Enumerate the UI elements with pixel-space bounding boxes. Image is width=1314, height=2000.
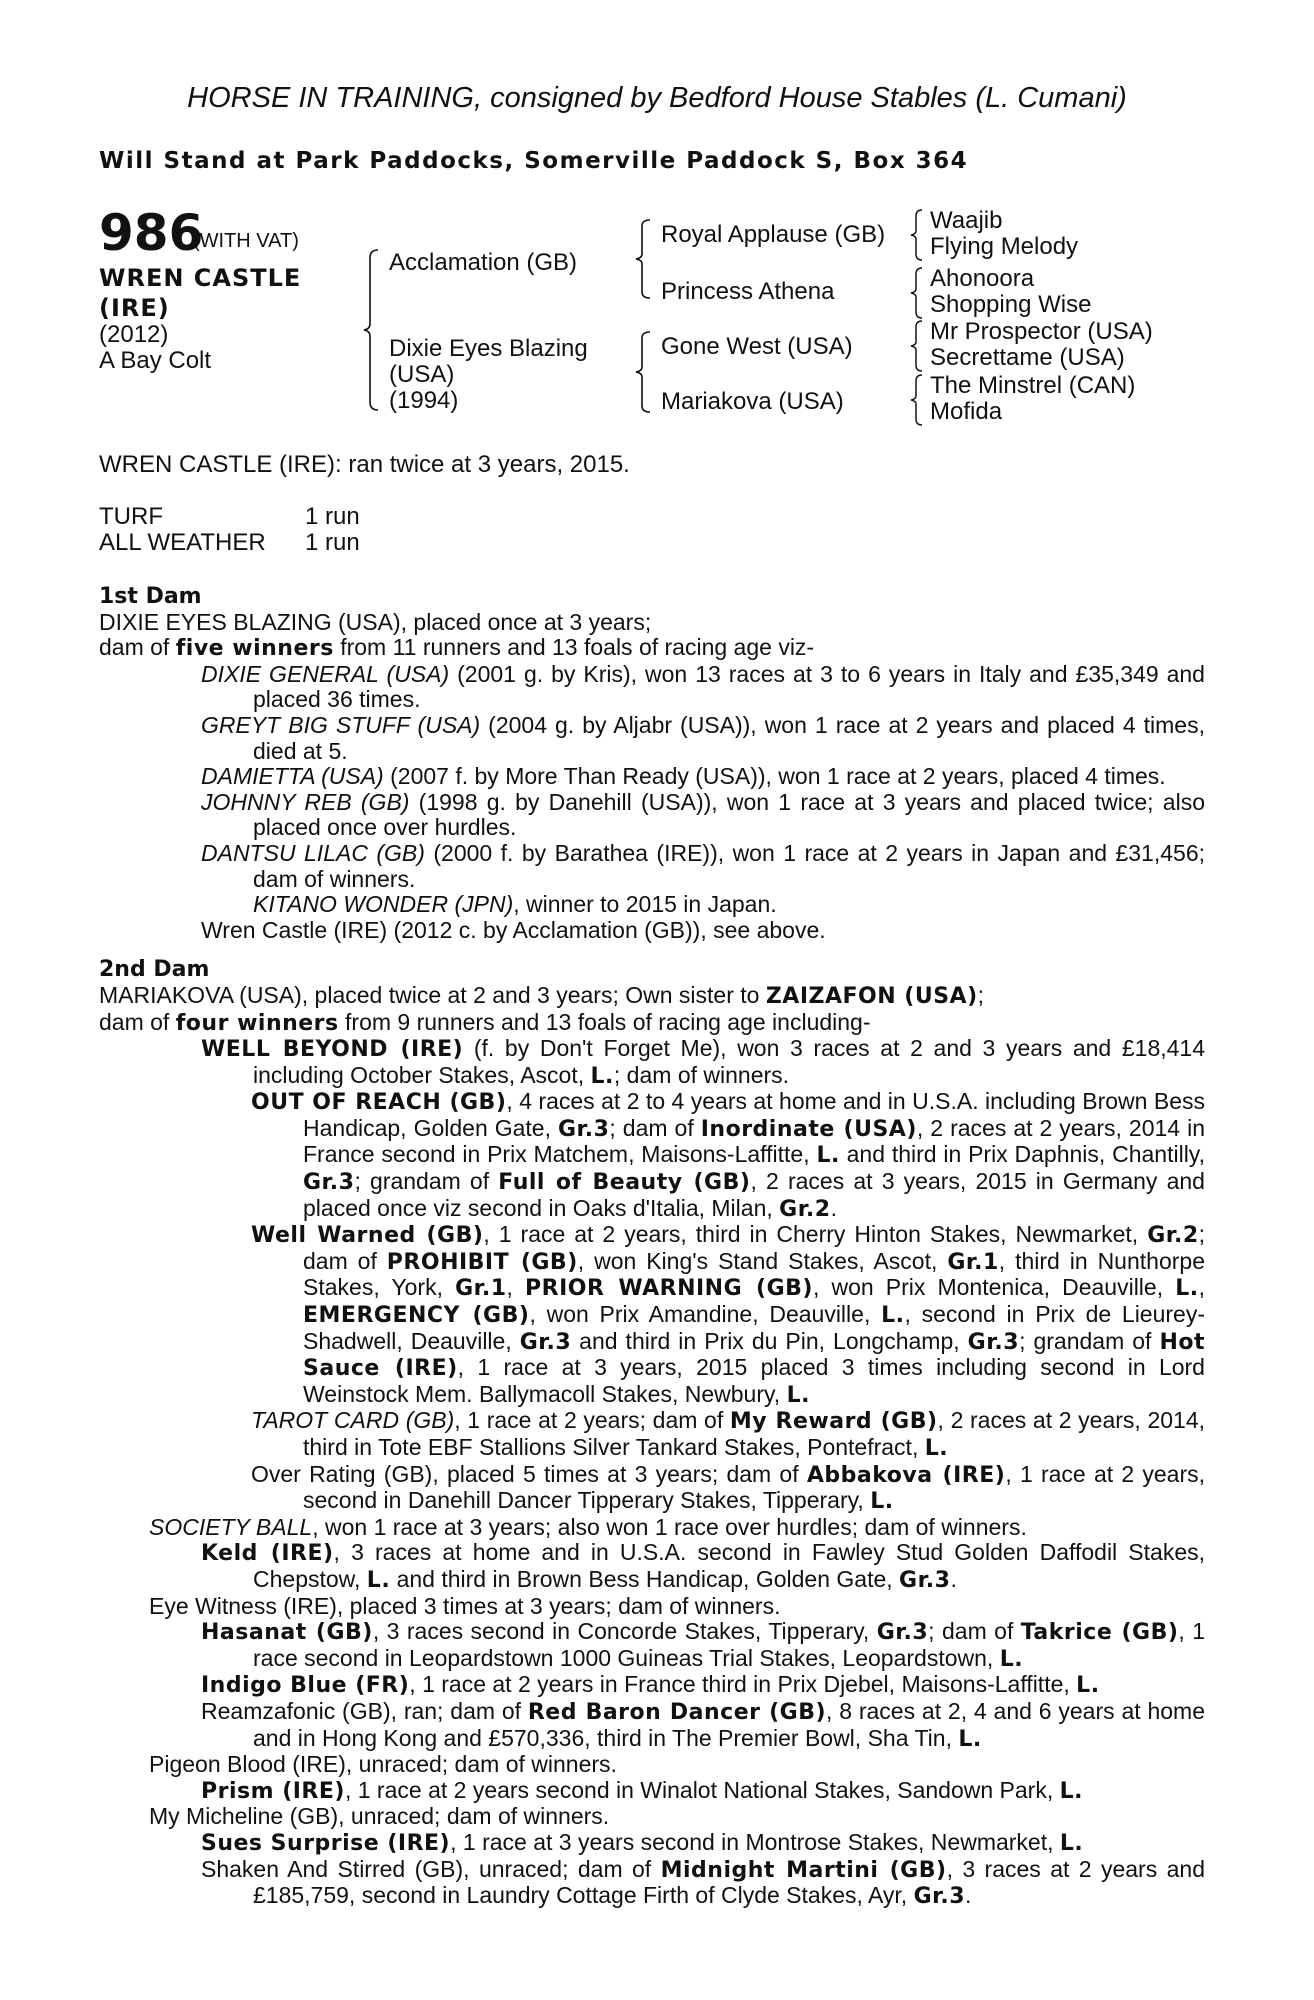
produce-entry: Prism (IRE), 1 race at 2 years second in Winalot National Stakes, Sandown Park, L.	[201, 1776, 1084, 1804]
produce-entry: Eye Witness (IRE), placed 3 times at 3 years; dam of winners.	[149, 1592, 781, 1619]
stand-location: Will Stand at Park Paddocks, Somerville Paddock S, Box 364	[99, 148, 969, 174]
produce-entry: SOCIETY BALL, won 1 race at 3 years; also won 1 race over hurdles; dam of winners.	[149, 1513, 1027, 1540]
produce-entry: DANTSU LILAC (GB) (2000 f. by Barathea (IRE)), won 1 race at 2 years in Japan and £31,456; dam of winners.	[201, 839, 1205, 892]
pedigree-sds: Ahonoora	[930, 265, 1035, 292]
record-aw-label: ALL WEATHER	[99, 529, 266, 556]
pedigree-sire-dam: Princess Athena	[661, 278, 835, 305]
pedigree-dam-sire: Gone West (USA)	[661, 333, 853, 360]
race-summary: WREN CASTLE (IRE): ran twice at 3 years, 2015.	[99, 451, 630, 478]
vat-note: (WITH VAT)	[193, 230, 299, 252]
pedigree-bracket-4	[904, 204, 930, 436]
produce-entry: Wren Castle (IRE) (2012 c. by Acclamation (GB)), see above.	[201, 916, 826, 943]
pedigree-dam-dam: Mariakova (USA)	[661, 388, 844, 415]
produce-entry: WELL BEYOND (IRE) (f. by Don't Forget Me), won 3 races at 2 and 3 years and £18,414 including October Stakes, Ascot, L.; dam of winners.	[201, 1035, 1205, 1089]
pedigree-ddd: Mofida	[930, 398, 1003, 425]
pedigree-dds: The Minstrel (CAN)	[930, 372, 1136, 399]
first-dam-intro: DIXIE EYES BLAZING (USA), placed once at 3 years;	[99, 608, 652, 635]
pedigree-ssd: Flying Melody	[930, 233, 1079, 260]
foaling-year: (2012)	[99, 321, 169, 348]
pedigree-sire-sire: Royal Applause (GB)	[661, 221, 886, 248]
pedigree-bracket-1	[360, 244, 390, 414]
pedigree-dam: Dixie Eyes Blazing (USA) (1994)	[389, 335, 588, 414]
horse-name: WREN CASTLE (IRE)	[99, 264, 302, 322]
produce-entry: DAMIETTA (USA) (2007 f. by More Than Ready (USA)), won 1 race at 2 years, placed 4 times.	[201, 763, 1166, 790]
produce-entry: Shaken And Stirred (GB), unraced; dam of Midnight Martini (GB), 3 races at 2 years and £185,759, second in Laundry Cottage Firth of Clyde Stakes, Ayr, Gr.3.	[201, 1855, 1205, 1910]
second-dam-heading: 2nd Dam	[99, 957, 210, 983]
pedigree-dss: Mr Prospector (USA)	[930, 318, 1153, 345]
first-dam-heading: 1st Dam	[99, 584, 202, 609]
second-dam-intro: MARIAKOVA (USA), placed twice at 2 and 3 years; Own sister to ZAIZAFON (USA);	[99, 981, 985, 1009]
pedigree-sss: Waajib	[930, 207, 1003, 234]
lot-number: 986	[99, 204, 204, 262]
record-aw-value: 1 run	[305, 529, 360, 556]
page-title: HORSE IN TRAINING, consigned by Bedford House Stables (L. Cumani)	[187, 82, 1127, 114]
record-turf-value: 1 run	[305, 503, 360, 530]
produce-entry: KITANO WONDER (JPN), winner to 2015 in Japan.	[253, 891, 777, 918]
produce-entry: My Micheline (GB), unraced; dam of winners.	[149, 1803, 610, 1830]
produce-entry: JOHNNY REB (GB) (1998 g. by Danehill (USA)), won 1 race at 3 years and placed twice; also placed once over hurdles.	[201, 788, 1205, 841]
produce-entry: Well Warned (GB), 1 race at 2 years, third in Cherry Hinton Stakes, Newmarket, Gr.2; dam of PROHIBIT (GB), won King's Stand Stakes, Ascot, Gr.1, third in Nunthorpe Stakes, York, Gr.1, PRIOR WARNING (GB), won Prix Montenica, Deauville, L., EMERGENCY (GB), won Prix Amandine, Deauville, L., second in Prix de Lieurey-Shadwell, Deauville, Gr.3 and third in Prix du Pin, Longchamp, Gr.3; grandam of Hot Sauce (IRE), 1 race at 3 years, 2015 placed 3 times including second in Lord Weinstock Mem. Ballymacoll Stakes, Newbury, L.	[251, 1221, 1206, 1408]
pedigree-sire: Acclamation (GB)	[389, 249, 578, 276]
pedigree-bracket-2	[632, 214, 662, 304]
produce-entry: Hasanat (GB), 3 races second in Concorde Stakes, Tipperary, Gr.3; dam of Takrice (GB), 1 race second in Leopardstown 1000 Guineas Trial Stakes, Leopardstown, L.	[201, 1618, 1206, 1672]
first-dam-produce-summary: dam of five winners from 11 runners and 13 foals of racing age viz-	[99, 634, 815, 662]
produce-entry: Indigo Blue (FR), 1 race at 2 years in France third in Prix Djebel, Maisons-Laffitte, L.	[201, 1671, 1100, 1699]
pedigree-bracket-3	[632, 326, 662, 418]
produce-entry: GREYT BIG STUFF (USA) (2004 g. by Aljabr (USA)), won 1 race at 2 years and placed 4 times, died at 5.	[201, 711, 1205, 764]
horse-description: A Bay Colt	[99, 347, 212, 374]
dam-records	[99, 584, 1205, 1910]
produce-entry: Pigeon Blood (IRE), unraced; dam of winners.	[149, 1751, 617, 1778]
produce-entry: OUT OF REACH (GB), 4 races at 2 to 4 years at home and in U.S.A. including Brown Bess Handicap, Golden Gate, Gr.3; dam of Inordinate (USA), 2 races at 2 years, 2014 in France second in Prix Matchem, Maisons-Laffitte, L. and third in Prix Daphnis, Chantilly, Gr.3; grandam of Full of Beauty (GB), 2 races at 3 years, 2015 in Germany and placed once viz second in Oaks d'Italia, Milan, Gr.2.	[251, 1088, 1205, 1222]
record-turf-label: TURF	[99, 503, 163, 530]
produce-entry: Sues Surprise (IRE), 1 race at 3 years second in Montrose Stakes, Newmarket, L.	[201, 1828, 1084, 1856]
produce-entry: Reamzafonic (GB), ran; dam of Red Baron Dancer (GB), 8 races at 2, 4 and 6 years at home and in Hong Kong and £570,336, third in The Premier Bowl, Sha Tin, L.	[201, 1697, 1205, 1752]
second-dam-produce-summary: dam of four winners from 9 runners and 13 foals of racing age including-	[99, 1008, 871, 1036]
produce-entry: TAROT CARD (GB), 1 race at 2 years; dam of My Reward (GB), 2 races at 2 years, 2014, third in Tote EBF Stallions Silver Tankard Stakes, Pontefract, L.	[251, 1407, 1205, 1461]
pedigree-sdd: Shopping Wise	[930, 291, 1092, 318]
pedigree-dsd: Secrettame (USA)	[930, 344, 1125, 371]
produce-entry: DIXIE GENERAL (USA) (2001 g. by Kris), won 13 races at 3 to 6 years in Italy and £35,349 and placed 36 times.	[201, 660, 1205, 713]
produce-entry: Keld (IRE), 3 races at home and in U.S.A. second in Fawley Stud Golden Daffodil Stakes, Chepstow, L. and third in Brown Bess Handicap, Golden Gate, Gr.3.	[201, 1539, 1205, 1593]
produce-entry: Over Rating (GB), placed 5 times at 3 years; dam of Abbakova (IRE), 1 race at 2 years, second in Danehill Dancer Tipperary Stakes, Tipperary, L.	[251, 1460, 1206, 1515]
